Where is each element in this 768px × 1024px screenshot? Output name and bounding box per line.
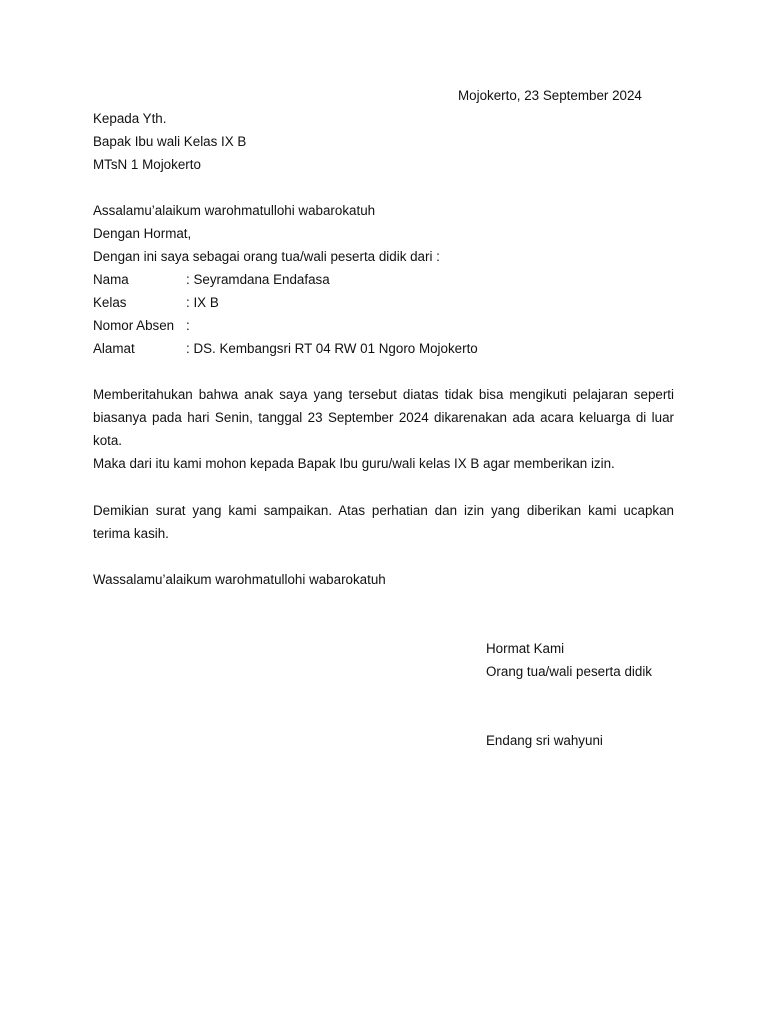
- nama-label: Nama: [93, 272, 129, 287]
- alamat-label: Alamat: [93, 341, 135, 356]
- opening-hormat: Dengan Hormat,: [93, 226, 192, 241]
- absen-value: :: [186, 318, 190, 333]
- kelas-label: Kelas: [93, 295, 127, 310]
- kelas-value: : IX B: [186, 295, 219, 310]
- opening-salam: Assalamu’alaikum warohmatullohi wabarokatuh: [93, 203, 376, 218]
- signature-name: Endang sri wahyuni: [486, 733, 603, 748]
- place-date: Mojokerto, 23 September 2024: [458, 88, 642, 103]
- body-paragraph-2: Demikian surat yang kami sampaikan. Atas perhatian dan izin yang diberikan kami ucapkan terima kasih.: [93, 503, 674, 541]
- body-paragraph-1: Memberitahukan bahwa anak saya yang tersebut diatas tidak bisa mengikuti pelajaran seperti biasanya pada hari Senin, tanggal 23 September 2024 dikarenakan ada acara keluarga di luar kota.: [93, 387, 674, 448]
- nama-value: : Seyramdana Endafasa: [186, 272, 330, 287]
- recipient-line-1: Kepada Yth.: [93, 111, 167, 126]
- alamat-value: : DS. Kembangsri RT 04 RW 01 Ngoro Mojokerto: [186, 341, 478, 356]
- signature-role: Orang tua/wali peserta didik: [486, 664, 652, 679]
- absen-label: Nomor Absen: [93, 318, 175, 333]
- signature-regards: Hormat Kami: [486, 641, 565, 656]
- body-paragraph-1b: Maka dari itu kami mohon kepada Bapak Ibu guru/wali kelas IX B agar memberikan izin.: [93, 456, 615, 471]
- recipient-line-3: MTsN 1 Mojokerto: [93, 157, 201, 172]
- intro-sentence: Dengan ini saya sebagai orang tua/wali peserta didik dari :: [93, 249, 440, 264]
- closing-salam: Wassalamu’alaikum warohmatullohi wabarokatuh: [93, 572, 386, 587]
- recipient-line-2: Bapak Ibu wali Kelas IX B: [93, 134, 247, 149]
